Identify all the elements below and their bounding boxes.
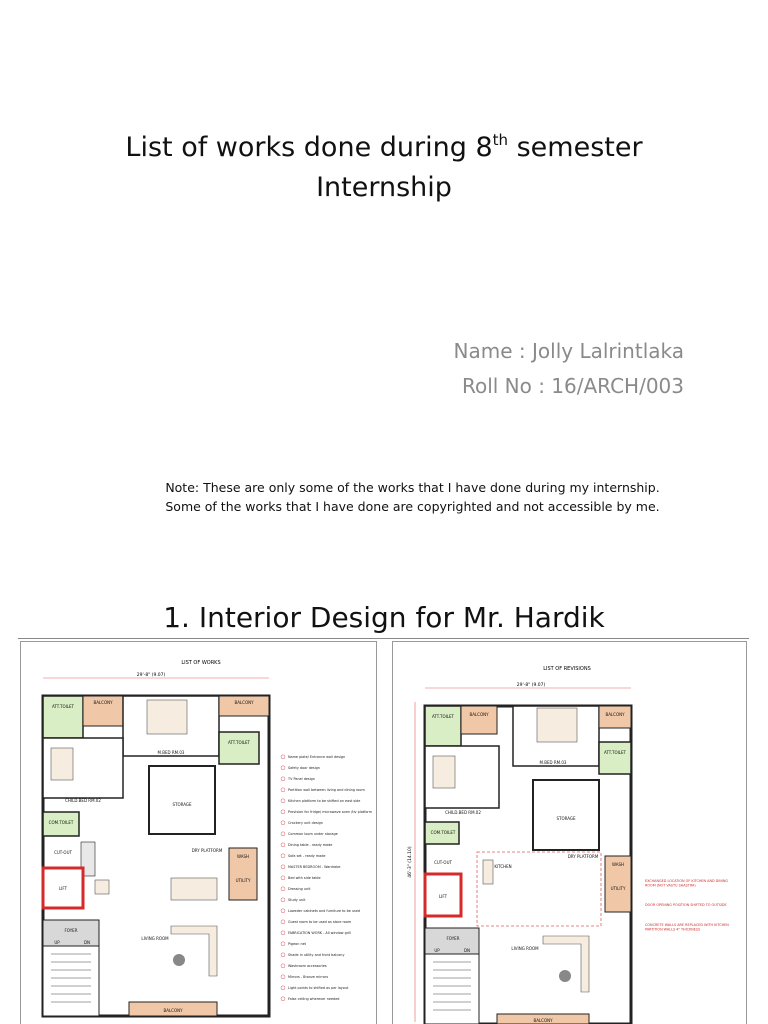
works-list-item: Dining table - ready made	[288, 843, 333, 847]
slide-title	[0, 128, 768, 208]
works-list-marker	[281, 876, 285, 880]
plan-side-dimension: 46'-3" (14.10)	[408, 846, 413, 878]
room-label: M.BED RM.03	[157, 750, 185, 755]
plan-dimension: 29'-8" (9.07)	[516, 683, 546, 688]
room-label: STORAGE	[556, 816, 576, 821]
room-label: ATT.TOILET	[431, 714, 455, 719]
room-label: BALCONY	[163, 1008, 183, 1013]
room-label: CHILD.BED RM.02	[445, 810, 481, 815]
title-line-1: List of works done during 8th semester	[125, 131, 643, 163]
title-line-2: Internship	[316, 172, 452, 203]
room-label: FOYER	[446, 936, 460, 941]
room-label: ATT.TOILET	[227, 740, 251, 745]
floor-plan-drawing-right	[393, 642, 746, 1024]
room-label: CUT-OUT	[434, 860, 452, 865]
works-list-marker	[281, 909, 285, 913]
works-list-item: Common loom under storage	[288, 832, 338, 836]
plan-dimension: 29'-8" (9.07)	[136, 673, 166, 678]
works-list-marker	[281, 788, 285, 792]
room-label: KITCHEN	[494, 864, 512, 869]
works-list-item: Light points to shifted as per layout	[288, 986, 349, 990]
revision-note: CONCRETE WALLS ARE REPLACED WITH KITCHEN PARTITION WALLS 4" THICKNESS	[645, 923, 729, 932]
revision-note: DOOR OPENING POSITION SHIFTED TO OUTSIDE	[645, 903, 727, 907]
author-roll-number: Roll No : 16/ARCH/003	[461, 374, 684, 398]
note-text: Note: These are only some of the works that I have done during my internship. Some of the works that I have done are copyrighted and not accessible by me.	[165, 480, 660, 514]
room-label: BALCONY	[234, 700, 254, 705]
room-label: DN	[83, 940, 91, 945]
plan-heading: LIST OF WORKS	[181, 660, 221, 666]
works-list-marker	[281, 975, 285, 979]
works-list-item: Sofa set - ready made	[288, 854, 326, 858]
floor-plan-list-of-revisions	[392, 641, 747, 1024]
room-label: BALCONY	[469, 712, 489, 717]
works-list-marker	[281, 942, 285, 946]
room-label: CUT-OUT	[54, 850, 72, 855]
author-name: Name : Jolly Lalrintlaka	[453, 339, 684, 363]
room-label: WASH	[236, 854, 250, 859]
works-list-item: Name plate/ Entrance wall design	[288, 755, 346, 759]
room-label: LIVING ROOM	[511, 946, 539, 951]
works-list-marker	[281, 931, 285, 935]
room-label: CHILD.BED RM.02	[65, 798, 101, 803]
works-list-marker	[281, 799, 285, 803]
room-label: ATT.TOILET	[51, 704, 75, 709]
works-list-marker	[281, 920, 285, 924]
works-list-item: Bed with side table	[288, 876, 321, 880]
room-label: STORAGE	[172, 802, 192, 807]
room-label: LIFT	[438, 894, 448, 899]
room-label: DRY PLATFORM	[191, 848, 223, 853]
works-list-item: Shade in utility and front balcony	[288, 953, 345, 957]
room-label: M.BED RM.03	[539, 760, 567, 765]
revision-note: EXCHANGED LOCATION OF KITCHEN AND DINING ROOM (NOT VASTU SHASTRA)	[645, 879, 728, 888]
room-label: UTILITY	[610, 886, 626, 891]
works-list-marker	[281, 821, 285, 825]
room-label: WASH	[611, 862, 625, 867]
room-label: COM.TOILET	[430, 830, 456, 835]
room-label: ATT.TOILET	[603, 750, 627, 755]
works-list-item: Guest room to be used as store room	[288, 920, 352, 924]
works-list-item: Partition wall between living and dining room	[288, 788, 365, 792]
works-list-item: Loweder cabinets and furniture to be used	[288, 909, 361, 913]
room-label: FOYER	[64, 928, 78, 933]
works-list-item: Provision for fridge/ microwave oven /tiv platform	[288, 810, 373, 814]
room-label: LIVING ROOM	[141, 936, 169, 941]
works-list-item: FABRICATION WORK - All window grill	[288, 931, 351, 935]
author-block	[454, 334, 684, 404]
room-label: DN	[463, 948, 471, 953]
section-heading: 1. Interior Design for Mr. Hardik	[163, 601, 605, 634]
room-label: UP	[434, 948, 440, 953]
room-label: BALCONY	[93, 700, 113, 705]
works-list-marker	[281, 777, 285, 781]
works-list-item: False ceiling wherever needed	[288, 997, 340, 1001]
room-label: BALCONY	[533, 1018, 553, 1023]
floor-plan-list-of-works	[20, 641, 377, 1024]
works-list-item: Safety door design	[288, 766, 320, 770]
works-list-item: Mirrors - Bronze mirrors	[288, 975, 329, 979]
floor-plan-images	[18, 638, 749, 1024]
works-list-marker	[281, 964, 285, 968]
works-list-item: Washroom accessories	[288, 964, 327, 968]
room-label: BALCONY	[605, 712, 625, 717]
works-list-marker	[281, 986, 285, 990]
works-list-item: Dressing unit	[288, 887, 311, 891]
room-label: COM.TOILET	[48, 820, 74, 825]
floor-plan-drawing-left	[21, 642, 376, 1024]
works-list-marker	[281, 755, 285, 759]
works-list-marker	[281, 887, 285, 891]
works-list-item: MASTER BEDROOM - Wardrobe	[288, 865, 341, 869]
works-list-marker	[281, 854, 285, 858]
works-list-item: Crockery unit design	[288, 821, 323, 825]
works-list-item: TV Panel design	[288, 777, 315, 781]
room-label: UTILITY	[235, 878, 251, 883]
works-list-marker	[281, 953, 285, 957]
works-list-item: Pigeon net	[288, 942, 307, 946]
room-label: DRY PLATFORM	[567, 854, 599, 859]
works-list-marker	[281, 997, 285, 1001]
works-list-marker	[281, 832, 285, 836]
works-list-marker	[281, 810, 285, 814]
works-list-marker	[281, 843, 285, 847]
plan-heading: LIST OF REVISIONS	[543, 666, 591, 672]
room-label: LIFT	[58, 886, 68, 891]
room-label: UP	[54, 940, 60, 945]
works-list-item: Kitchen platform to be shifted on east side	[288, 799, 361, 803]
works-list-marker	[281, 766, 285, 770]
works-list-marker	[281, 865, 285, 869]
works-list-marker	[281, 898, 285, 902]
works-list-item: Study unit	[288, 898, 306, 902]
